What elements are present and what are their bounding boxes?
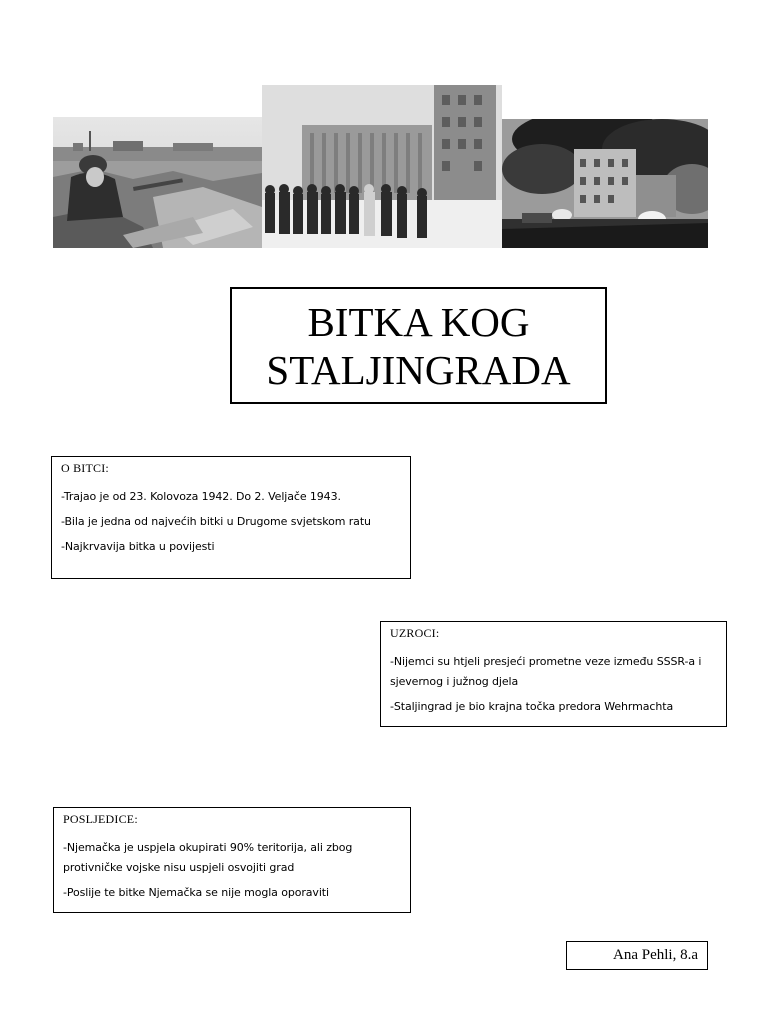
title-line-2: STALJINGRADA [266,346,571,393]
soldier-in-ruins-photo [53,117,262,248]
author-label: Ana Pehli, 8.a [566,941,708,970]
list-item: -Bila je jedna od najvećih bitki u Drugome svjetskom ratu [61,515,371,528]
list-item: -Staljingrad je bio krajna točka predora Wehrmachta [390,700,674,713]
about-battle-heading: O BITCI: [61,461,109,475]
title-line-1: BITKA KOG [307,298,530,345]
consequences-box [53,807,411,913]
list-item: -Njemačka je uspjela okupirati 90% teritorija, ali zbog protivničke vojske nisu uspjeli osvojiti grad [63,841,353,874]
about-battle-box [51,456,411,579]
causes-heading: UZROCI: [390,626,440,640]
list-item: -Trajao je od 23. Kolovoza 1942. Do 2. Veljače 1943. [61,490,341,503]
list-item: -Najkrvavija bitka u povijesti [61,540,215,553]
causes-box [380,621,727,727]
page-title [230,287,607,404]
consequences-heading: POSLJEDICE: [63,812,138,826]
list-item: -Poslije te bitke Njemačka se nije mogla oporaviti [63,886,329,899]
list-item: -Nijemci su htjeli presjeći prometne veze između SSSR-a i sjevernog i južnog djela [390,655,702,688]
prisoners-by-mill-photo [262,85,502,248]
burning-city-photo [502,119,708,248]
